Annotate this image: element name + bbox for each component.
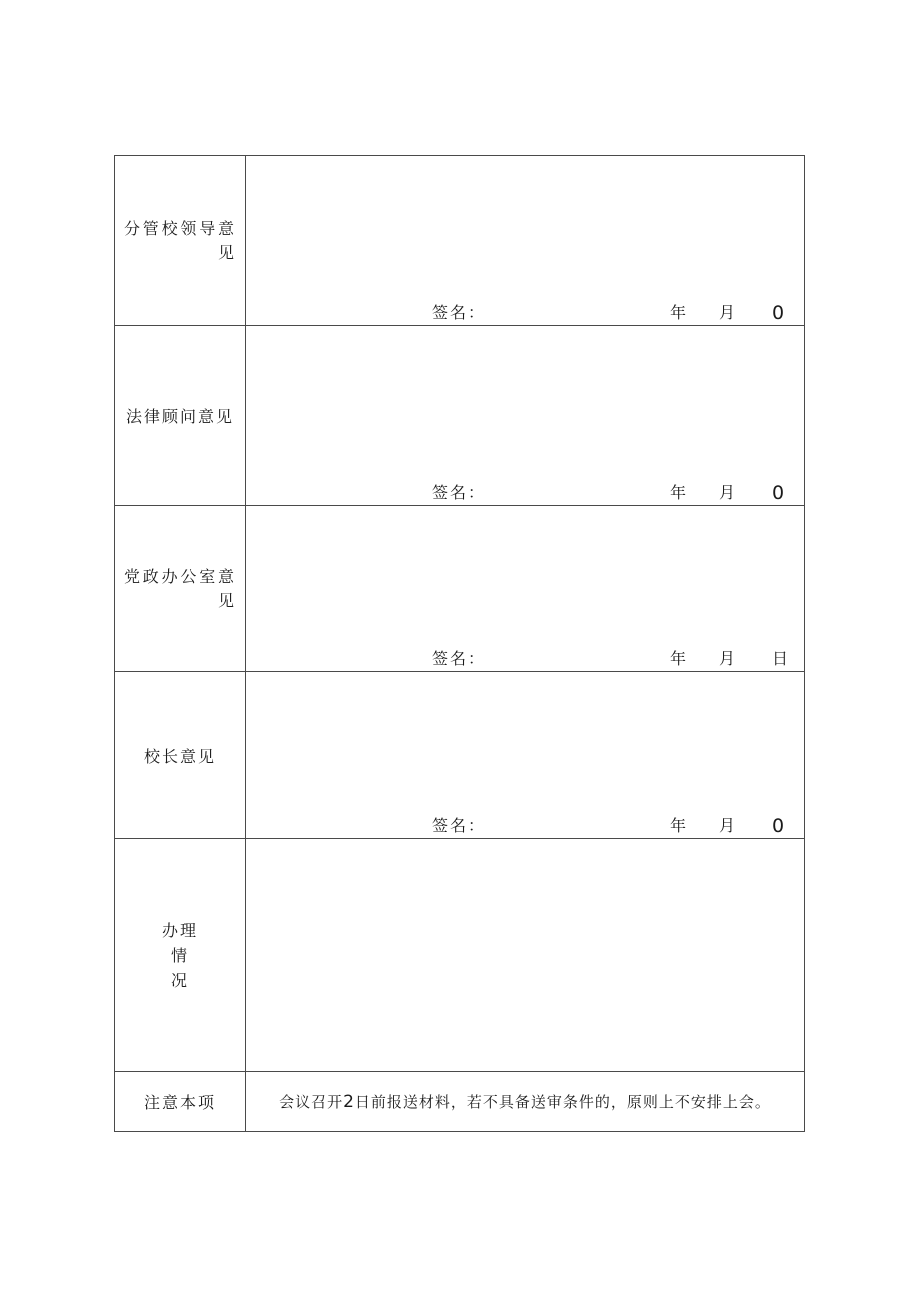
label-cell [115, 156, 246, 326]
year-label: 年 [670, 483, 687, 502]
row-label: 党政办公室意见 [124, 566, 236, 610]
notice-label: 注意本项 [143, 1093, 216, 1112]
notice-number: 2 [343, 1092, 355, 1112]
notice-text [246, 1091, 804, 1112]
notice-text-after: 日前报送材料，若不具备送审条件的，原则上不安排上会。 [354, 1093, 771, 1111]
form-row-legal-counsel [115, 326, 805, 506]
row-label: 法律顾问意见 [125, 407, 234, 426]
handling-content-field[interactable] [246, 839, 805, 1072]
label-cell [115, 326, 246, 506]
form-row-handling [115, 839, 805, 1072]
label-cell [115, 672, 246, 839]
signature-line [246, 303, 804, 323]
month-label: 月 [719, 816, 736, 835]
month-label: 月 [719, 649, 736, 668]
signature-label: 签名： [432, 483, 487, 502]
year-label: 年 [670, 816, 687, 835]
handling-label-line: 况 [170, 970, 189, 990]
approval-form-table [114, 155, 805, 1132]
signature-label: 签名： [432, 303, 487, 322]
form-row-division-leader [115, 156, 805, 326]
opinion-field-legal-counsel[interactable] [246, 326, 805, 506]
label-cell [115, 839, 246, 1072]
day-label: 日 [772, 649, 789, 668]
row-label: 校长意见 [143, 746, 216, 766]
signature-label: 签名： [432, 649, 487, 668]
month-label: 月 [719, 303, 736, 322]
month-label: 月 [719, 483, 736, 502]
notice-content [246, 1072, 805, 1132]
signature-line [246, 483, 804, 503]
day-label: 0 [772, 302, 785, 324]
label-cell [115, 1072, 246, 1132]
opinion-field-division-leader[interactable] [246, 156, 805, 326]
handling-label [115, 918, 245, 993]
handling-label-line: 情 [170, 945, 189, 965]
year-label: 年 [670, 303, 687, 322]
row-label: 分管校领导意见 [124, 218, 236, 262]
year-label: 年 [670, 649, 687, 668]
signature-label: 签名： [432, 816, 487, 835]
notice-text-before: 会议召开 [279, 1093, 344, 1111]
day-label: 0 [772, 482, 785, 504]
label-cell [115, 506, 246, 672]
signature-line [246, 816, 804, 836]
day-label: 0 [772, 815, 785, 837]
form-row-notice [115, 1072, 805, 1132]
form-row-principal [115, 672, 805, 839]
form-row-party-office [115, 506, 805, 672]
opinion-field-principal[interactable] [246, 672, 805, 839]
handling-label-line: 办理 [161, 920, 198, 940]
signature-line [246, 649, 804, 669]
opinion-field-party-office[interactable] [246, 506, 805, 672]
